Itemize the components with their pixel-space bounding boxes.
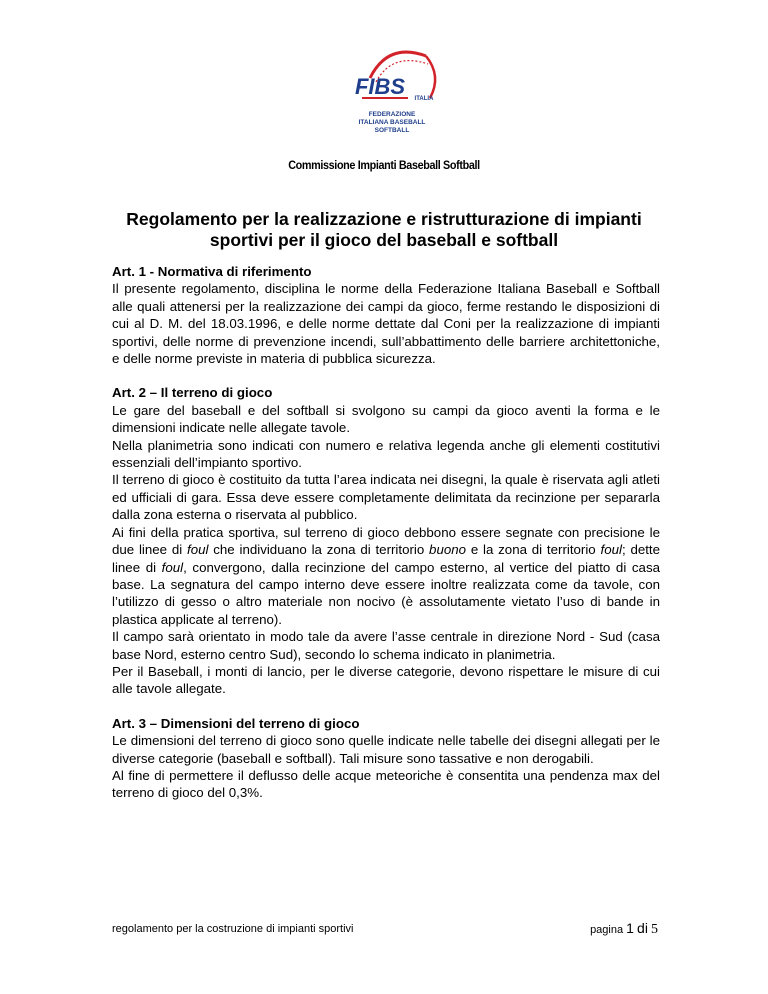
article-heading: Art. 1 - Normativa di riferimento — [112, 264, 312, 279]
article-paragraph: Il terreno di gioco è costituito da tutta l’area indicata nei disegni, la quale è riservata agli atleti ed ufficiali di gara. Essa deve essere completamente delimitata da recinzione per separarla dalla zona esterna o riservata al pubblico. — [112, 472, 660, 523]
commission-heading: Commissione Impianti Baseball Softball — [288, 158, 480, 172]
article-paragraph: Al fine di permettere il deflusso delle acque meteoriche è consentita una pendenza max del terreno di gioco del 0,3%. — [112, 767, 660, 801]
article-paragraph-foul-lines — [112, 524, 660, 628]
document-title: Regolamento per la realizzazione e ristrutturazione di impianti sportivi per il gioco del baseball e softball — [126, 209, 642, 250]
article-paragraph: Le gare del baseball e del softball si svolgono su campi da gioco aventi la forma e le dimensioni indicate nelle allegate tavole. — [112, 402, 660, 436]
page-number — [590, 920, 658, 938]
total-pages: 5 — [651, 922, 658, 937]
text-run-italic: foul — [187, 542, 209, 558]
text-run: e la zona di territorio — [466, 542, 601, 558]
article-paragraph: Per il Baseball, i monti di lancio, per le diverse categorie, devono rispettare le misure di cui alle tavole allegate. — [112, 663, 660, 697]
text-run: che individuano la zona di territorio — [208, 542, 430, 558]
text-run-italic: buono — [429, 542, 467, 558]
article-paragraph: Il campo sarà orientato in modo tale da avere l’asse centrale in direzione Nord - Sud (casa base Nord, esterno centro Sud), secondo lo schema indicato in planimetria. — [112, 629, 660, 662]
logo-line3: SOFTBALL — [374, 127, 410, 134]
article-heading: Art. 3 – Dimensioni del terreno di gioco — [112, 715, 360, 731]
text-run: ; dette linee di — [112, 542, 661, 575]
article-paragraph: Nella planimetria sono indicati con numero e relativa legenda anche gli elementi costitutivi essenziali dell’impianto sportivo. — [112, 437, 660, 471]
footer-document-name: regolamento per la costruzione di impianti sportivi — [112, 923, 354, 935]
fibs-logo — [330, 40, 445, 145]
document-body — [112, 263, 660, 819]
article-heading: Art. 2 – Il terreno di gioco — [112, 385, 273, 401]
text-run: Ai fini della pratica sportiva, sul terreno di gioco debbono essere segnate con precisione le due linee di — [112, 524, 660, 558]
logo-line1: FEDERAZIONE — [368, 111, 416, 118]
logo-country: ITALIA — [414, 96, 434, 102]
article-3 — [112, 715, 660, 802]
page-label: pagina — [590, 924, 624, 936]
article-2 — [112, 384, 660, 697]
article-1 — [112, 263, 660, 367]
text-run-italic: foul — [161, 559, 184, 575]
logo-acronym: FIBS — [354, 74, 406, 99]
article-paragraph: Il presente regolamento, disciplina le norme della Federazione Italiana Baseball e Softball alle quali attenersi per la realizzazione dei campi da gioco, ferme restando le disposizioni di cui al D. M. del 18.03.1996, e delle norme dettate dal Coni per la realizzazione di impianti sportivi, delle norme di prevenzione incendi, sull’abbattimento delle barriere architettoniche, e delle norme previste in materia di pubblica sicurezza. — [112, 281, 660, 367]
text-run: , convergono, dalla recinzione del campo esterno, al vertice del piatto di casa base. La segnatura del campo interno deve essere inoltre realizzata come da tavole, con l’utilizzo di gesso o altro materiale non nocivo (è assolutamente vietato l’uso di bande in plastica applicate al terreno). — [112, 559, 660, 627]
logo-line2: ITALIANA BASEBALL — [358, 119, 426, 126]
of-label: di — [637, 920, 648, 936]
article-paragraph: Le dimensioni del terreno di gioco sono quelle indicate nelle tabelle dei disegni allegati per le diverse categorie (baseball e softball). Tali misure sono tassative e non derogabili. — [112, 733, 660, 766]
text-run-italic: foul — [600, 542, 622, 558]
current-page: 1 — [626, 920, 634, 936]
